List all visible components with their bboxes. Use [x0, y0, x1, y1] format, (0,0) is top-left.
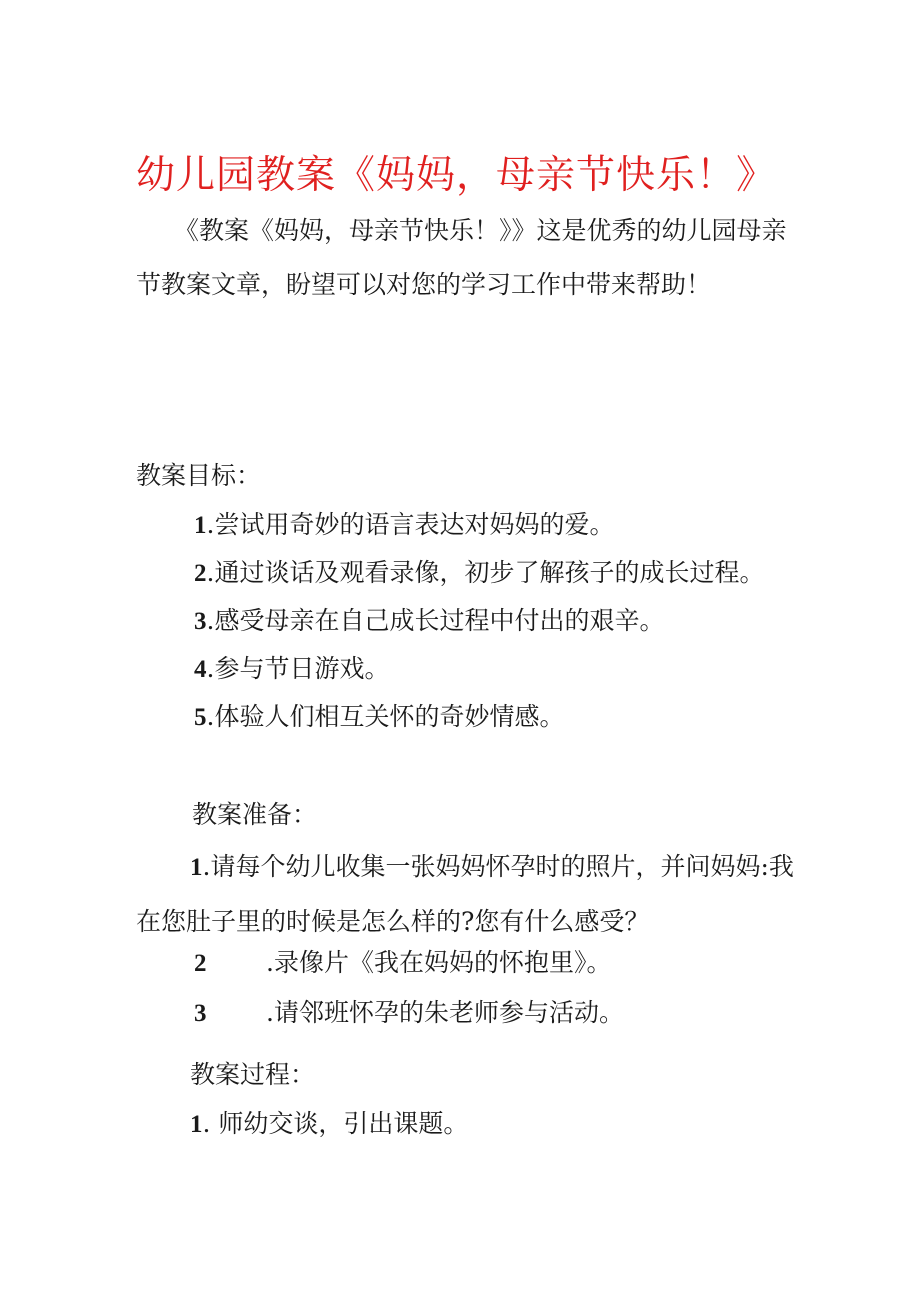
prep-heading: 教案准备： — [192, 800, 318, 829]
goal-number: 1 — [194, 512, 207, 539]
goal-text: .尝试用奇妙的语言表达对妈妈的爱。 — [206, 510, 615, 539]
goals-heading: 教案目标： — [136, 461, 262, 490]
process-text: . 师幼交谈，引出课题。 — [202, 1109, 469, 1138]
prep-text: .请每个幼儿收集一张妈妈怀孕时的照片，并问妈妈:我在您肚子里的时候是怎么样的?您有什么感受？ — [136, 852, 794, 936]
goal-text: .感受母亲在自己成长过程中付出的艰辛。 — [206, 606, 665, 635]
intro-paragraph: 《教案《妈妈，母亲节快乐！》》这是优秀的幼儿园母亲节教案文章，盼望可以对您的学习工作中带来帮助！ — [136, 216, 787, 299]
prep-number: 3 — [194, 1000, 207, 1027]
goal-item — [194, 697, 564, 733]
process-heading: 教案过程： — [190, 1060, 316, 1089]
goal-number: 4 — [194, 656, 207, 683]
process-item — [190, 1104, 468, 1140]
prep-text: .请邻班怀孕的朱老师参与活动。 — [266, 998, 624, 1027]
goal-text: .参与节日游戏。 — [206, 654, 390, 683]
goal-item — [194, 505, 614, 541]
goal-text: .体验人们相互关怀的奇妙情感。 — [206, 702, 565, 731]
goal-number: 2 — [194, 560, 207, 587]
prep-item — [194, 993, 624, 1029]
goal-number: 3 — [194, 608, 207, 635]
goal-item — [194, 649, 389, 685]
goal-number: 5 — [194, 704, 207, 731]
goal-item — [194, 553, 764, 589]
prep-text: .录像片《我在妈妈的怀抱里》。 — [266, 948, 612, 977]
goal-text: .通过谈话及观看录像，初步了解孩子的成长过程。 — [206, 558, 765, 587]
process-number: 1 — [190, 1111, 203, 1138]
prep-item — [136, 840, 796, 949]
document-title: 幼儿园教案《妈妈，母亲节快乐！》 — [136, 153, 777, 198]
prep-number: 2 — [194, 950, 207, 977]
prep-number: 1 — [190, 854, 203, 881]
goal-item — [194, 601, 664, 637]
prep-item — [194, 943, 611, 979]
